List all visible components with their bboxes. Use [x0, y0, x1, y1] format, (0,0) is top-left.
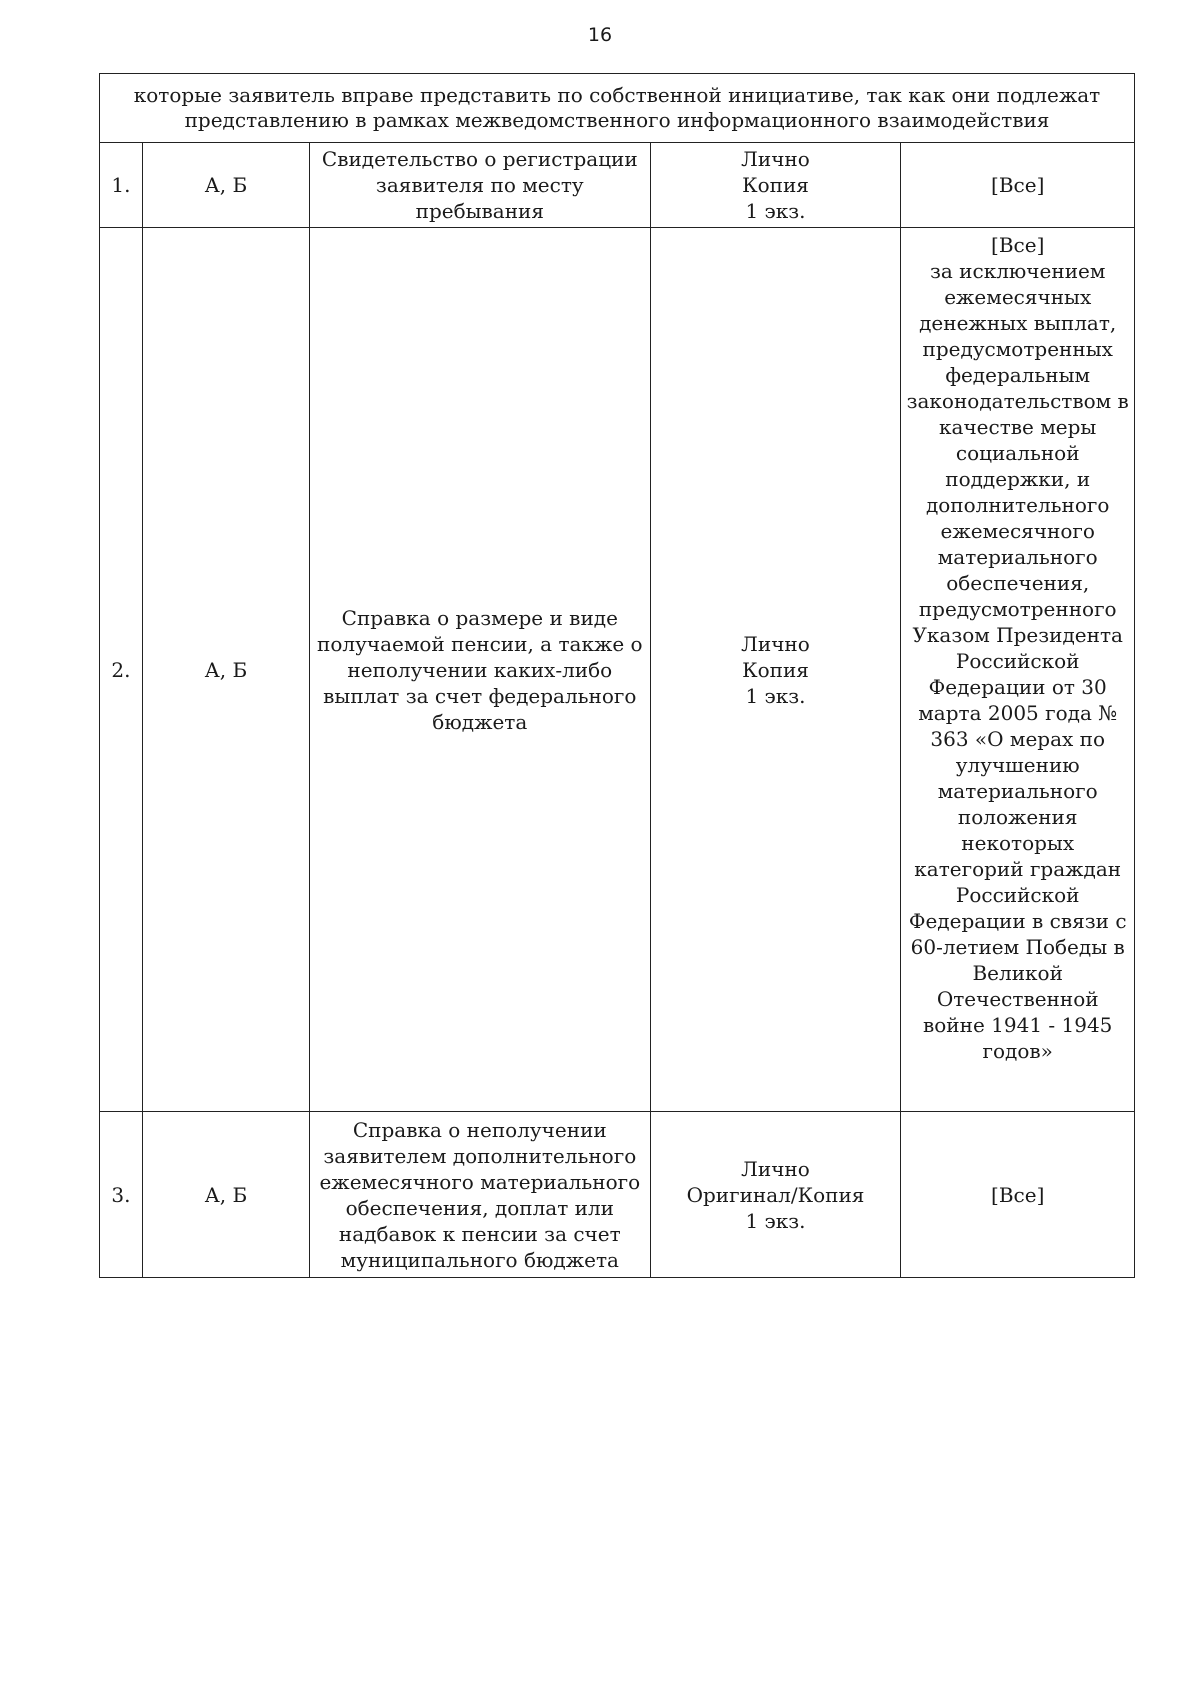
submission-form: [650, 228, 901, 1112]
submission-method: Лично: [741, 147, 810, 171]
copies-count: 1 экз.: [745, 1208, 806, 1233]
document-type: Копия: [742, 657, 809, 682]
note-cell: [901, 1112, 1135, 1278]
submission-method: Лично: [741, 1156, 810, 1181]
documents-table: [99, 73, 1135, 1278]
applicant-category: А, Б: [142, 143, 309, 228]
note-tag: [Все]: [991, 173, 1045, 197]
document-name: Свидетельство о регистрации заявителя по месту пребывания: [310, 143, 651, 228]
table-header-cell: которые заявитель вправе представить по собственной инициативе, так как они подлежат представлению в рамках межведомственного информационного взаимодействия: [100, 74, 1135, 143]
row-number: 2.: [100, 228, 143, 1112]
note-cell: [901, 228, 1135, 1112]
document-type: Оригинал/Копия: [686, 1182, 865, 1207]
table-row: [100, 143, 1135, 228]
table-row: [100, 1112, 1135, 1278]
page-number: 16: [587, 24, 613, 46]
note-tag: [Все]: [991, 1182, 1045, 1207]
applicant-category: А, Б: [142, 228, 309, 1112]
table-row: [100, 228, 1135, 1112]
note-tag: [Все]: [991, 233, 1045, 257]
copies-count: 1 экз.: [745, 683, 806, 708]
row-number: 1.: [100, 143, 143, 228]
document-type: Копия: [742, 173, 809, 197]
document-name: Справка о размере и виде получаемой пенсии, а также о неполучении каких-либо выплат за счет федерального бюджета: [310, 228, 651, 1112]
row-number: 3.: [100, 1112, 143, 1278]
applicant-category: А, Б: [142, 1112, 309, 1278]
submission-form: [650, 143, 901, 228]
note-cell: [901, 143, 1135, 228]
document-name: Справка о неполучении заявителем дополнительного ежемесячного материального обеспечения, доплат или надбавок к пенсии за счет муниципального бюджета: [310, 1112, 651, 1278]
submission-form: [650, 1112, 901, 1278]
submission-method: Лично: [741, 631, 810, 656]
note-exception-text: за исключением ежемесячных денежных выплат, предусмотренных федеральным законодательством в качестве меры социальной поддержки, и дополнительного ежемесячного материального обеспечения, предусмотренного Указом Президента Российской Федерации от 30 марта 2005 года № 363 «О мерах по улучшению материального положения некоторых категорий граждан Российской Федерации в связи с 60-летием Победы в Великой Отечественной войне 1941 - 1945 годов»: [906, 259, 1129, 1063]
copies-count: 1 экз.: [745, 199, 806, 223]
